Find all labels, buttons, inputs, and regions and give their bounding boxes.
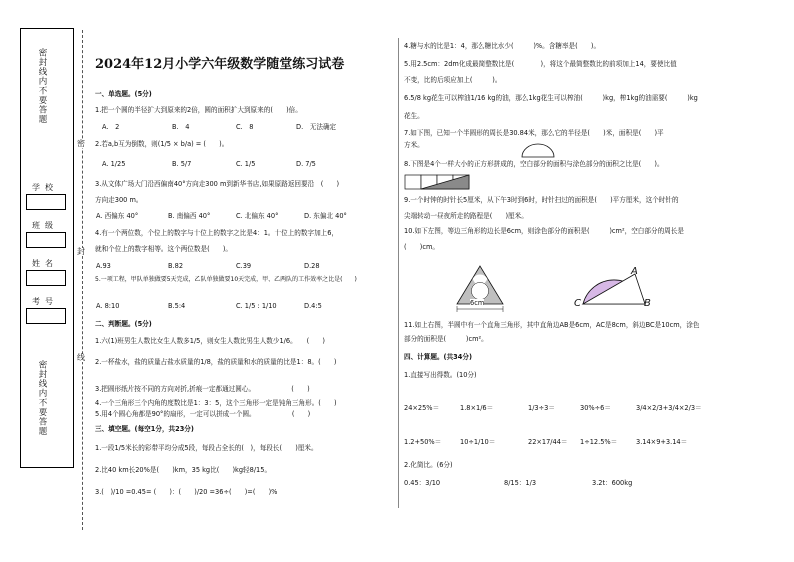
option-b: B. 南偏西 40°: [168, 212, 211, 220]
option-d: D. 无法确定: [296, 123, 337, 131]
question-text: 5.一项工程，甲队单独做要5天完成，乙队单独做要10天完成，甲、乙两队的工作效率之比是( ): [95, 276, 357, 283]
section-heading: 三、填空题。(每空1分，共23分): [95, 425, 194, 433]
judge-item: 1.六(1)班男生人数比女生人数多1/5，则女生人数比男生人数少1/6。 ( ): [95, 337, 325, 345]
class-field[interactable]: [26, 232, 66, 248]
name-label: 姓名: [32, 259, 58, 268]
option-a: A.93: [96, 262, 111, 270]
option-a: A. 8:10: [96, 302, 120, 310]
option-c: C. 8: [236, 123, 254, 131]
fill-item: 6.5/8 kg花生可以榨油1/16 kg的油，那么1kg花生可以榨油( )kg，榨1kg的油需要( )kg: [404, 94, 698, 102]
option-b: B.5:4: [168, 302, 186, 310]
section-heading: 一、单选题。(5分): [95, 90, 152, 98]
sub-heading: 2.化简比。(6分): [404, 461, 453, 469]
calc-item: 30%÷6＝: [580, 404, 611, 412]
option-d: D. 7/5: [296, 160, 316, 168]
fill-item: 尖端转动一昼夜所走的路程是( )厘米。: [404, 212, 528, 220]
seal-dashed-line: [82, 30, 83, 530]
fill-item: 部分的面积是( )cm²。: [404, 335, 488, 343]
option-a: A. 1/25: [102, 160, 126, 168]
figure-label: 6cm: [470, 299, 485, 307]
calc-item: 24×25%＝: [404, 404, 440, 412]
class-label: 班级: [32, 221, 58, 230]
fill-item: 方米。: [404, 141, 424, 149]
school-label: 学校: [32, 183, 58, 192]
option-c: C. 北偏东 40°: [236, 212, 279, 220]
calc-item: 1.2+50%＝: [404, 438, 442, 446]
column-divider: [398, 38, 399, 508]
question-text: 1.把一个圆的半径扩大到原来的2倍，圆的面积扩大到原来的( )倍。: [95, 106, 302, 114]
binding-strip: [20, 28, 74, 468]
calc-item: 3.14×9+3.14＝: [636, 438, 688, 446]
gutter-mark: 封: [77, 247, 85, 256]
option-a: A. 西偏东 40°: [96, 212, 139, 220]
gutter-mark: 线: [77, 353, 85, 362]
school-field[interactable]: [26, 194, 66, 210]
ratio-item: 8/15：1/3: [504, 479, 537, 487]
option-b: B. 4: [172, 123, 190, 131]
point-label-a: A: [631, 266, 638, 277]
fill-item: 5.用2.5cm：2dm化成最简整数比是( )，将这个最简整数比的前项加上14，要使比值: [404, 60, 677, 68]
question-text: 就和个位上的数字相等。这个两位数是( )。: [95, 245, 233, 253]
fill-item: 10.如下左图，等边三角形的边长是6cm，则涂色部分的面积是( )cm²，空白部分的周长是: [404, 227, 684, 235]
section-heading: 二、判断题。(5分): [95, 320, 152, 328]
fill-item: 8.下图是4个一样大小的正方形拼成的，空白部分的面积与涂色部分的面积之比是( )。: [404, 160, 664, 168]
question-text: 4.有一个两位数，个位上的数字与十位上的数字之比是4：1。十位上的数字加上6，: [95, 229, 339, 237]
judge-item: 2.一杯盐水，盐的质量占盐水质量的1/8，盐的质量和水的质量的比是1：8。( ): [95, 358, 337, 366]
fill-item: 2.比40 km长20%是( )km，35 kg比( )kg轻8/15。: [95, 466, 272, 474]
sub-heading: 1.直接写出得数。(10分): [404, 371, 477, 379]
question-text: 方向走300 m。: [95, 196, 143, 204]
seal-notice-top: 密封线内不要答题: [37, 48, 47, 124]
page-title: 2024年12月小学六年级数学随堂练习试卷: [95, 57, 345, 72]
calc-item: 1÷12.5%＝: [580, 438, 618, 446]
exam-number-field[interactable]: [26, 308, 66, 324]
fill-item: 7.如下图，已知一个半圆形的周长是30.84米，那么它的半径是( )米，面积是( )平: [404, 129, 664, 137]
option-d: D.4:5: [304, 302, 322, 310]
option-d: D. 东偏北 40°: [304, 212, 347, 220]
calc-item: 22×17/44＝: [528, 438, 568, 446]
fill-item: 不变，比的后项应加上( )。: [404, 76, 502, 84]
option-b: B.82: [168, 262, 184, 270]
fill-item: 11.如上右图，半圆中有一个直角三角形，其中直角边AB是6cm，AC是8cm，斜边BC是10cm，涂色: [404, 321, 700, 329]
exam-number-label: 考号: [32, 297, 58, 306]
judge-item: 5.用4个圆心角都是90°的扇形，一定可以拼成一个圆。 ( ): [95, 410, 311, 418]
fill-item: 9.一个时钟的时针长5厘米，从下午3时到6时，时针扫过的面积是( )平方厘米，这个时针的: [404, 196, 679, 204]
calc-item: 1/3÷3＝: [528, 404, 555, 412]
squares-figure: [404, 174, 470, 190]
calc-item: 10÷1/10＝: [460, 438, 496, 446]
option-c: C. 1/5: [236, 160, 256, 168]
question-text: 2.若a,b互为倒数，则(1/5 × b/a) = ( )。: [95, 140, 229, 148]
ratio-item: 0.45：3/10: [404, 479, 441, 487]
gutter-mark: 密: [77, 139, 85, 148]
semicircle-figure: [520, 142, 556, 158]
calc-item: 3/4×2/3+3/4×2/3＝: [636, 404, 702, 412]
judge-item: 4.一个三角形三个内角的度数比是1：3：5，这个三角形一定是钝角三角形。( ): [95, 399, 337, 407]
name-field[interactable]: [26, 270, 66, 286]
seal-notice-bottom: 密封线内不要答题: [37, 360, 47, 436]
question-text: 3.从文体广场大门沿西偏南40°方向走300 m到新华书店,如果原路返回要沿 ( ): [95, 180, 340, 188]
fill-item: 花生。: [404, 112, 424, 120]
calc-item: 1.8×1/6＝: [460, 404, 494, 412]
judge-item: 3.把圆形纸片按不同的方向对折,折痕一定都通过圆心。 ( ): [95, 385, 310, 393]
semicircle-triangle-figure: [575, 262, 655, 310]
option-b: B. 5/7: [172, 160, 192, 168]
fill-item: 4.糖与水的比是1：4，那么糖比水少( )%。含糖率是( )。: [404, 42, 601, 50]
section-heading: 四、计算题。(共34分): [404, 353, 472, 361]
option-c: C.39: [236, 262, 252, 270]
option-a: A. 2: [102, 123, 120, 131]
fill-item: ( )cm。: [404, 243, 439, 251]
fill-item: 3.( )/10 =0.45= ( )：( )/20 =36÷( )=( )%: [95, 488, 278, 496]
point-label-c: C: [574, 298, 581, 309]
fill-item: 1.一段1/5米长的彩带平均分成5段，每段占全长的( )，每段长( )厘米。: [95, 444, 318, 452]
point-label-b: B: [644, 298, 651, 309]
option-c: C. 1/5 : 1/10: [236, 302, 277, 310]
ratio-item: 3.2t：600kg: [592, 479, 633, 487]
option-d: D.28: [304, 262, 320, 270]
